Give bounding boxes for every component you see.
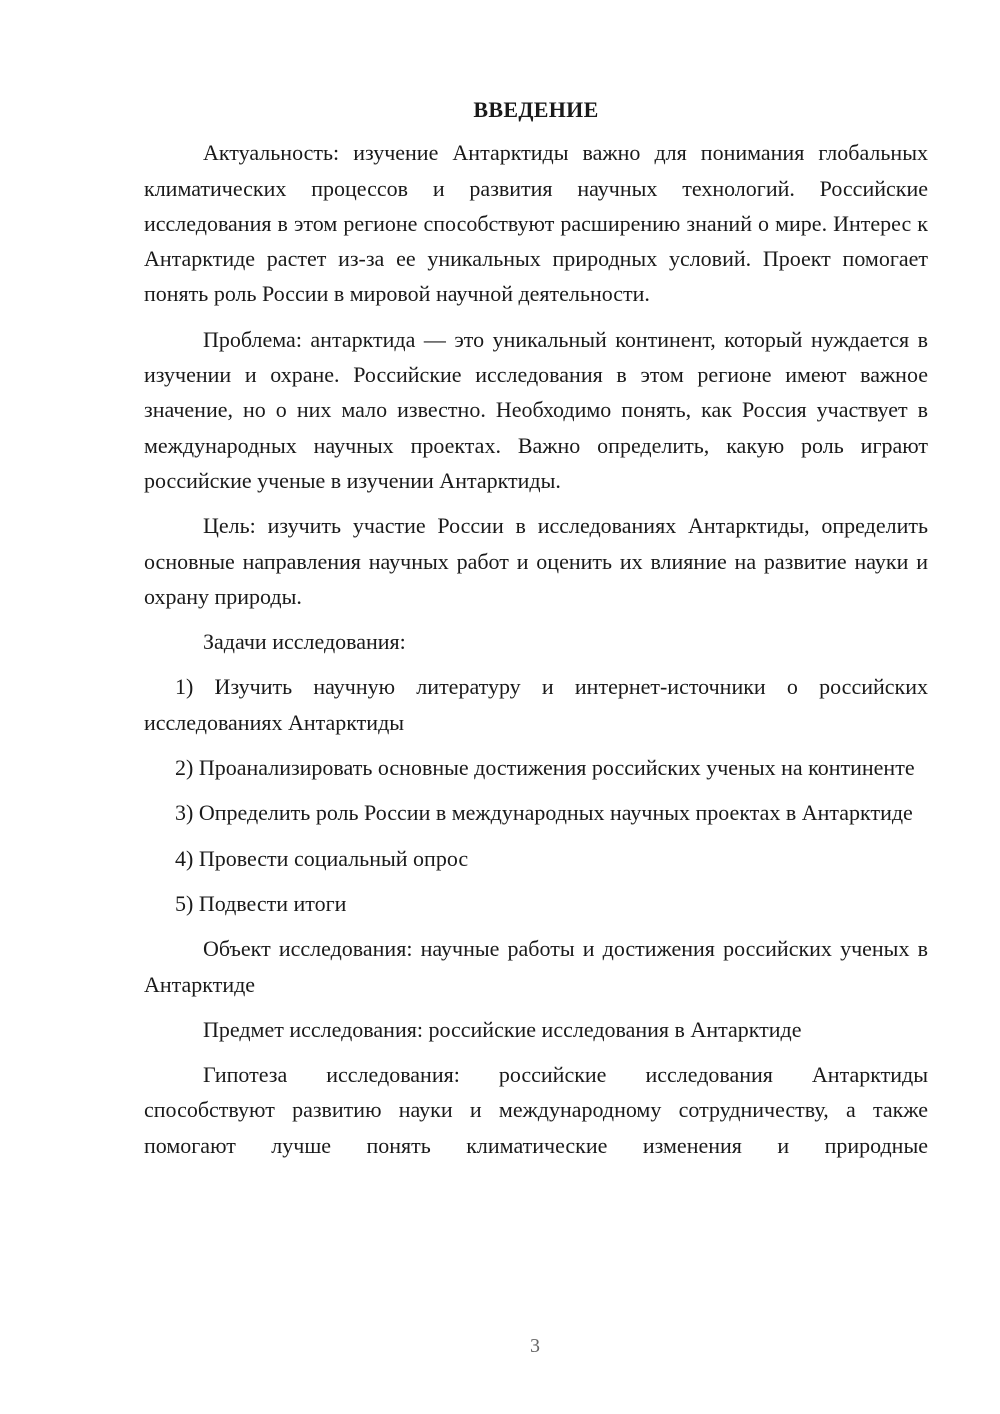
paragraph-problem: Проблема: антарктида — это уникальный континент, который нуждается в изучении и охране. Российские исследования в этом регионе имеют важное значение, но о них мало известно. Необходимо понять, как Россия участвует в международных научных проектах. Важно определить, какую роль играют российские ученые в изучении Антарктиды. <box>144 326 928 493</box>
tasks-title: Задачи исследования: <box>203 629 406 655</box>
paragraph-hypothesis: Гипотеза исследования: российские исследования Антарктиды способствуют развитию науки и международному сотрудничеству, а также помогают лучше понять климатические изменения и природные <box>144 1062 928 1158</box>
task-item-1: 1) Изучить научную литературу и интернет-источники о российских исследованиях Антарктиды <box>144 674 928 735</box>
paragraph-relevance: Актуальность: изучение Антарктиды важно для понимания глобальных климатических процессов и развития научных технологий. Российские исследования в этом регионе способствуют расширению знаний о мире. Интерес к Антарктиде растет из-за ее уникальных природных условий. Проект помогает понять роль России в мировой научной деятельности. <box>144 140 928 307</box>
paragraph-goal: Цель: изучить участие России в исследованиях Антарктиды, определить основные направления научных работ и оценить их влияние на развитие науки и охрану природы. <box>144 513 928 609</box>
page-number: 3 <box>530 1335 540 1357</box>
paragraph-subject: Предмет исследования: российские исследования в Антарктиде <box>203 1016 802 1042</box>
task-item-4: 4) Провести социальный опрос <box>175 845 469 871</box>
paragraph-object: Объект исследования: научные работы и достижения российских ученых в Антарктиде <box>144 936 928 997</box>
task-item-5: 5) Подвести итоги <box>175 890 347 916</box>
section-heading: ВВЕДЕНИЕ <box>473 97 599 122</box>
task-item-3: 3) Определить роль России в международных научных проектах в Антарктиде <box>175 800 913 826</box>
document-body <box>144 92 928 1173</box>
task-item-2: 2) Проанализировать основные достижения российских ученых на континенте <box>175 755 915 781</box>
